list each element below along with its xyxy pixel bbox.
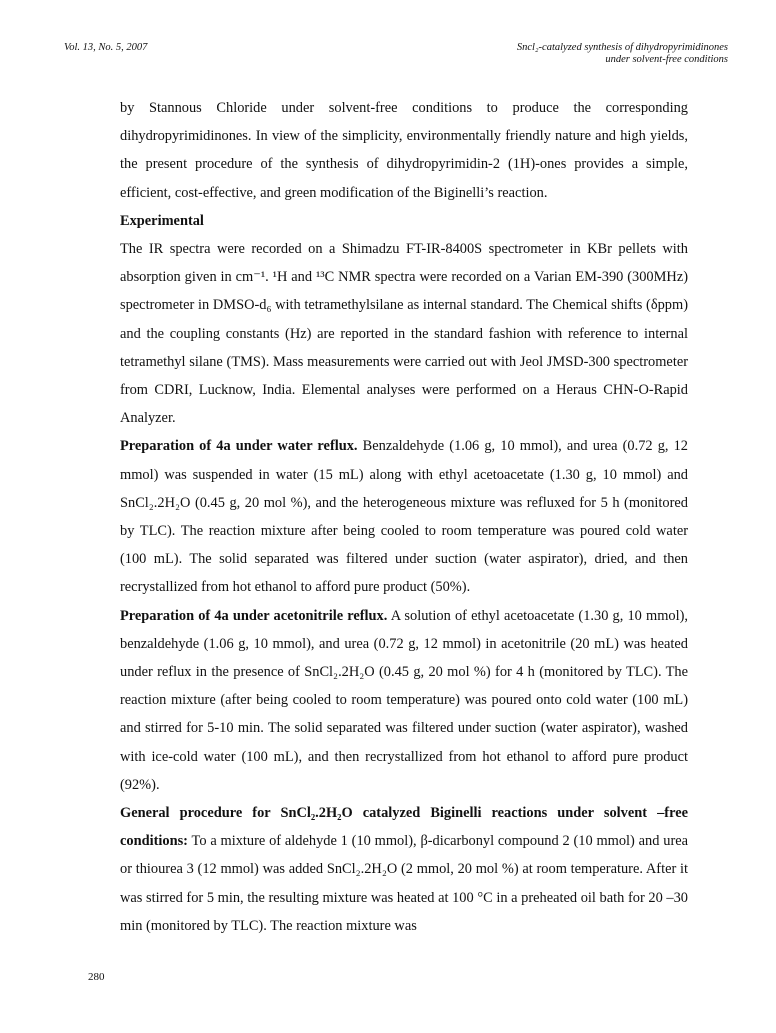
acetonitrile-reflux-text: A solution of ethyl acetoacetate (1.30 g, 10 mmol), benzaldehyde (1.06 g, 10 mmol), and urea (0.72 g, 12 mmol) in acetonitrile (20 mL) was heated under reflux in the presence of SnCl₂.2H₂O (0.45 g, 20 mol %) for 4 h (monitored by TLC). The reaction mixture (after being cooled to room temperature) was poured onto cold water (100 mL) and stirred for 5-10 min. The solid separated was filtered under suction (water aspirator), washed with ice-cold water (100 mL), and then recrystallized from hot ethanol to afford pure product (92%). — [120, 607, 688, 793]
running-header-title — [517, 42, 728, 66]
acetonitrile-reflux-heading: Preparation of 4a under acetonitrile reflux. — [120, 607, 388, 624]
general-procedure-paragraph — [120, 799, 688, 940]
acetonitrile-reflux-paragraph — [120, 602, 688, 799]
running-header-journal: Vol. 13, No. 5, 2007 — [64, 42, 148, 53]
intro-paragraph: by Stannous Chloride under solvent-free conditions to produce the corresponding dihydropyrimidinones. In view of the simplicity, environmentally friendly nature and high yields, the present procedure of the synthesis of dihydropyrimidin-2 (1H)-ones provides a simple, efficient, cost-effective, and green modification of the Biginelli’s reaction. — [120, 100, 688, 201]
experimental-heading: Experimental — [120, 212, 204, 229]
general-procedure-heading: General procedure for SnCl₂.2H₂O catalyzed Biginelli reactions under solvent –free conditions: — [120, 805, 688, 850]
water-reflux-heading: Preparation of 4a under water reflux. — [120, 438, 358, 455]
running-header-title-line1: Sncl₂-catalyzed synthesis of dihydropyrimidinones — [516, 42, 728, 53]
general-procedure-text: To a mixture of aldehyde 1 (10 mmol), β-dicarbonyl compound 2 (10 mmol) and urea or thiourea 3 (12 mmol) was added SnCl₂.2H₂O (2 mmol, 20 mol %) at room temperature. After it was stirred for 5 min, the resulting mixture was heated at 100 °C in a preheated oil bath for 20 –30 min (monitored by TLC). The reaction mixture was — [120, 833, 689, 934]
running-header-title-line2: under solvent-free conditions — [605, 54, 728, 65]
water-reflux-paragraph — [120, 432, 688, 601]
body-text — [120, 94, 688, 940]
experimental-paragraph: The IR spectra were recorded on a Shimadzu FT-IR-8400S spectrometer in KBr pellets with absorption given in cm⁻¹. ¹H and ¹³C NMR spectra were recorded on a Varian EM-390 (300MHz) spectrometer in DMSO-d₆ with tetramethylsilane as internal standard. The Chemical shifts (δppm) and the coupling constants (Hz) are reported in the standard fashion with reference to internal tetramethyl silane (TMS). Mass measurements were carried out with Jeol JMSD-300 spectrometer from CDRI, Lucknow, India. Elemental analyses were performed on a Heraus CHN-O-Rapid Analyzer. — [120, 241, 688, 427]
water-reflux-text: Benzaldehyde (1.06 g, 10 mmol), and urea (0.72 g, 12 mmol) was suspended in water (15 mL) along with ethyl acetoacetate (1.30 g, 10 mmol) and SnCl₂.2H₂O (0.45 g, 20 mol %), and the heterogeneous mixture was refluxed for 5 h (monitored by TLC). The reaction mixture after being cooled to room temperature was poured cold water (100 mL). The solid separated was filtered under suction (water aspirator), dried, and then recrystallized from hot ethanol to afford pure product (50%). — [120, 438, 688, 596]
page-number: 280 — [88, 971, 105, 983]
